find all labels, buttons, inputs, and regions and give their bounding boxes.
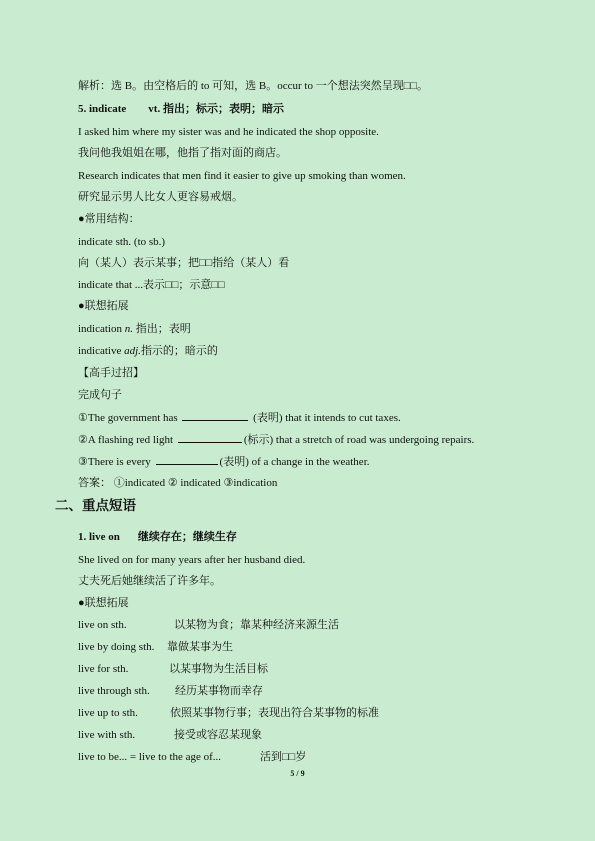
phrase-meaning: 继续存在；继续生存 xyxy=(137,531,237,543)
phrase-example-cn: 丈夫死后她继续活了许多年。 xyxy=(78,575,221,587)
expand-heading: ●联想拓展 xyxy=(78,300,129,312)
exercise-2 xyxy=(78,432,555,447)
derivative-pos: n. xyxy=(124,323,133,335)
phrase-en: live through sth. xyxy=(78,685,150,697)
structure-heading: ●常用结构： xyxy=(78,213,140,225)
phrase-item xyxy=(78,662,555,676)
answer-blank xyxy=(156,454,218,465)
explanation-line: 解析：选 B。由空格后的 to 可知，选 B。occur to 一个想法突然呈现□□。 xyxy=(78,80,429,92)
vocab-pos: vt. 指出；标示；表明；暗示 xyxy=(148,103,284,115)
phrase-item xyxy=(78,640,555,654)
vocab-word: 5. indicate xyxy=(78,103,127,115)
answer-blank xyxy=(182,410,248,421)
phrase-en: live by doing sth. xyxy=(78,641,155,653)
structure-1: indicate sth. (to sb.) xyxy=(78,236,166,248)
answer-blank xyxy=(178,432,242,443)
phrase-item xyxy=(78,750,555,764)
phrase-heading xyxy=(78,530,555,544)
phrase-cn: 以某事物为生活目标 xyxy=(169,663,268,675)
phrase-example-en: She lived on for many years after her husband died. xyxy=(78,554,306,566)
derivative-2 xyxy=(78,344,555,358)
phrase-cn: 经历某事物而幸存 xyxy=(175,685,263,697)
phrase-cn: 靠做某事为生 xyxy=(167,641,233,653)
exercise-text: (表明) of a change in the weather. xyxy=(219,456,370,468)
phrase-en: live up to sth. xyxy=(78,707,138,719)
exercise-3 xyxy=(78,454,555,469)
derivative-meaning: 指示的；暗示的 xyxy=(140,345,218,357)
phrase-item xyxy=(78,618,555,632)
phrase-expand-heading: ●联想拓展 xyxy=(78,597,129,609)
page-number: 5 / 9 xyxy=(290,769,305,778)
practice-heading: 【高手过招】 xyxy=(78,367,144,379)
exercise-text: (表明) that it intends to cut taxes. xyxy=(250,412,401,424)
phrase-item xyxy=(78,706,555,720)
phrase-en: live on sth. xyxy=(78,619,127,631)
phrase-word: 1. live on xyxy=(78,531,120,543)
vocab-heading xyxy=(78,102,555,116)
section-title: 二、重点短语 xyxy=(55,498,136,513)
structure-1-meaning: 向（某人）表示某事；把□□指给（某人）看 xyxy=(78,257,290,269)
example-en-2: Research indicates that men find it easier to give up smoking than women. xyxy=(78,170,406,182)
phrase-cn: 活到□□岁 xyxy=(260,751,307,763)
exercise-text: ②A flashing red light xyxy=(78,434,176,446)
exercise-text: ①The government has xyxy=(78,412,181,424)
derivative-pos: adj. xyxy=(124,345,141,357)
exercise-1 xyxy=(78,410,555,425)
derivative-1 xyxy=(78,322,555,336)
phrase-cn: 接受或容忍某现象 xyxy=(174,729,262,741)
answer-line: 答案： ①indicated ② indicated ③indication xyxy=(78,477,278,489)
phrase-en: live for sth. xyxy=(78,663,129,675)
exercise-text: (标示) that a stretch of road was undergoing repairs. xyxy=(243,434,475,446)
derivative-meaning: 指出；表明 xyxy=(133,323,191,335)
example-cn-2: 研究显示男人比女人更容易戒烟。 xyxy=(78,191,243,203)
derivative-word: indicative xyxy=(78,345,125,357)
phrase-item xyxy=(78,684,555,698)
derivative-word: indication xyxy=(78,323,125,335)
phrase-en: live to be... = live to the age of... xyxy=(78,751,222,763)
exercise-text: ③There is every xyxy=(78,456,154,468)
phrase-cn: 以某物为食；靠某种经济来源生活 xyxy=(174,619,339,631)
structure-2: indicate that ...表示□□；示意□□ xyxy=(78,279,225,291)
phrase-en: live with sth. xyxy=(78,729,136,741)
example-cn-1: 我问他我姐姐在哪，他指了指对面的商店。 xyxy=(78,147,287,159)
phrase-item xyxy=(78,728,555,742)
phrase-cn: 依照某事物行事；表现出符合某事物的标准 xyxy=(170,707,379,719)
practice-instruction: 完成句子 xyxy=(78,389,122,401)
example-en-1: I asked him where my sister was and he indicated the shop opposite. xyxy=(78,126,379,138)
